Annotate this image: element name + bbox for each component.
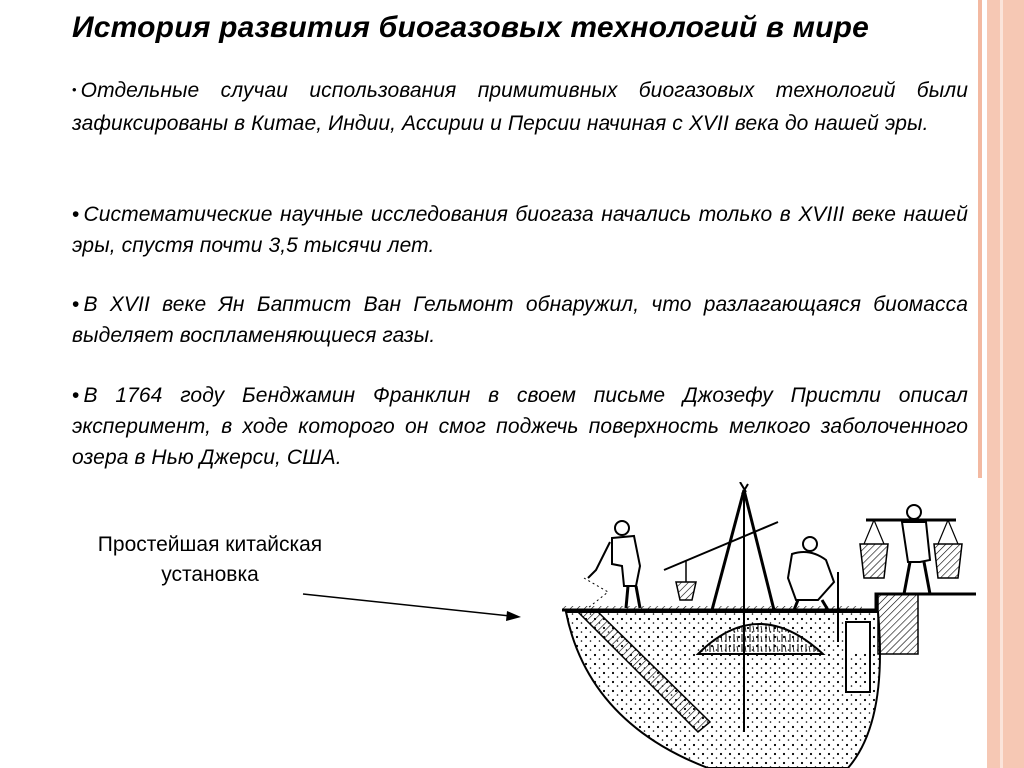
bullet-marker: • xyxy=(72,384,80,407)
bullet-text: Систематические научные исследования биогаза начались только в XVIII веке нашей эры, спустя почти 3,5 тысячи лет. xyxy=(72,203,968,257)
figure-caption: Простейшая китайская установка xyxy=(97,533,323,586)
bullet-text: В 1764 году Бенджамин Франклин в своем письме Джозефу Пристли описал эксперимент, в ходе которого он смог поджечь поверхность мелкого заболоченного озера в Нью Джерси, США. xyxy=(72,384,968,469)
bullet-text: Отдельные случаи использования примитивных биогазовых технологий были зафиксированы в Китае, Индии, Ассирии и Персии начиная с XVII века до нашей эры. xyxy=(72,79,968,135)
bullet-marker: • xyxy=(72,82,77,97)
slide-title: История развития биогазовых технологий в мире xyxy=(72,11,870,44)
bullet-marker: • xyxy=(72,293,80,316)
chinese-biogas-plant-illustration xyxy=(548,482,976,768)
bullet-marker: • xyxy=(72,203,80,226)
bullet-text: В XVII веке Ян Баптист Ван Гельмонт обнаружил, что разлагающаяся биомасса выделяет воспламеняющиеся газы. xyxy=(72,293,968,347)
